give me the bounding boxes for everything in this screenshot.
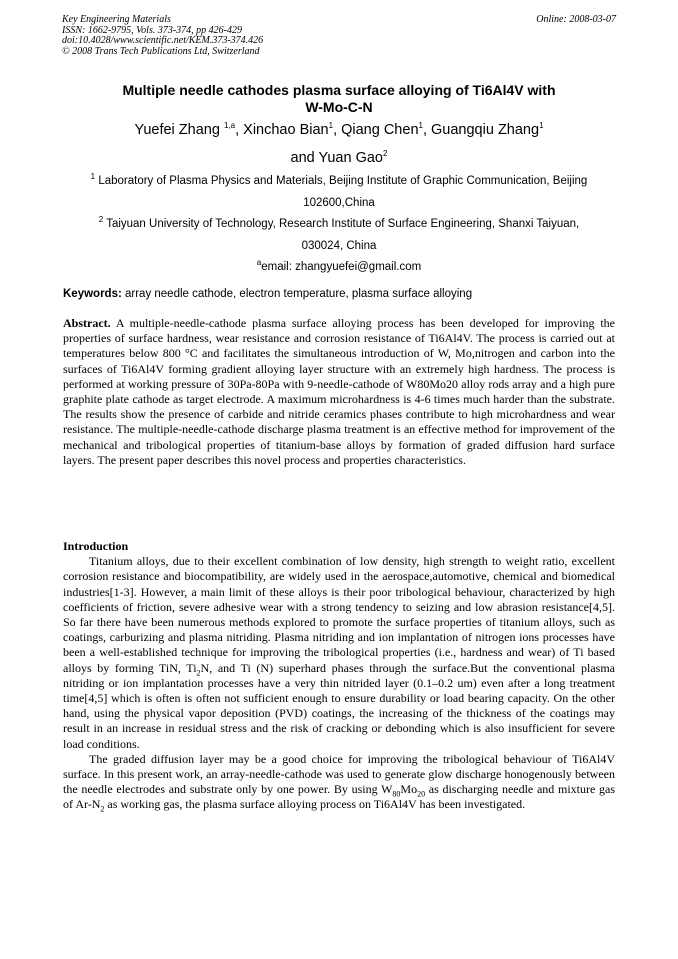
- journal-header: [62, 15, 263, 57]
- keywords-text: array needle cathode, electron temperature, plasma surface alloying: [121, 288, 473, 300]
- paragraph-text: as working gas, the plasma surface alloying process on Ti6Al4V has been investigated.: [104, 797, 526, 812]
- introduction-paragraph-2: [63, 752, 615, 813]
- author-name: Yuefei Zhang: [134, 122, 224, 138]
- affiliation-text: Laboratory of Plasma Physics and Materials, Beijing Institute of Graphic Communication, Beijing: [95, 175, 588, 187]
- author-affil-mark: 1,a: [223, 121, 236, 131]
- author-name: , Qiang Chen: [333, 122, 419, 138]
- subscript: 2: [196, 668, 201, 678]
- keywords: [63, 287, 615, 302]
- affiliation-2: [60, 214, 618, 257]
- journal-name: Key Engineering Materials: [62, 14, 171, 25]
- author-line-2: [60, 144, 618, 172]
- author-affil-mark: 2: [383, 149, 388, 159]
- paragraph-text: Titanium alloys, due to their excellent combination of low density, high strength to weight ratio, excellent corrosion resistance and biocompatibility, are widely used in the aerospace,automotive, chemical and biomedical industries[1-3]. However, a main limit of these alloys is their poor tribological behaviour, characterized by high coefficients of friction, severe adhesive wear with a strong tendency to seizing and low abrasion resistance[4,5]. So far there have been numerous methods explored to promote the surface properties of titanium alloys, such as coatings, carburizing and plasma nitriding. Plasma nitriding and ion implantation of nitrogen ions processes have been a well-established technique for improving the tribological properties (i.e., hardness and wear) of Ti based alloys by forming TiN, Ti: [63, 554, 615, 675]
- email-address[interactable]: email: zhangyuefei@gmail.com: [261, 261, 422, 273]
- paragraph-text: N, and Ti (N) superhard phases through the surface.But the conventional plasma nitriding or ion implantation processes have a very thin nitrided layer (0.1–0.2 um) even after a long treatment time[4,5] which is often is often not sufficient enough to ensure durability or load bearing capacity. On the other hand, using the physical vapor deposition (PVD) coatings, the increasing of the thickness of the coatings may result in an increase in residual stress and the risk of cracking or debonding which is also insufficient for severe load conditions.: [63, 660, 615, 751]
- abstract: [63, 316, 615, 468]
- paragraph-text: as discharging needle and mixture gas of Ar-N: [63, 782, 615, 812]
- affiliation-2-line-2: 030024, China: [301, 239, 377, 252]
- affiliation-1-line-2: 102600,China: [303, 196, 375, 209]
- introduction-heading: Introduction: [63, 539, 129, 553]
- author-line-1: [60, 116, 618, 144]
- affiliation-mark: 2: [98, 215, 104, 225]
- email-line: [60, 257, 618, 279]
- author-name: , Xinchao Bian: [235, 122, 329, 138]
- issn-line: ISSN: 1662-9795, Vols. 373-374, pp 426-429: [62, 24, 242, 36]
- author-name: and Yuan Gao: [290, 150, 383, 166]
- author-affil-mark: 1: [328, 121, 334, 131]
- email-mark: a: [256, 258, 262, 268]
- title-line-1: Multiple needle cathodes plasma surface alloying of Ti6Al4V with: [122, 82, 556, 98]
- subscript: 80: [392, 789, 401, 799]
- paper-title: [70, 82, 608, 116]
- author-name: , Guangqiu Zhang: [422, 122, 540, 138]
- author-affil-mark: 1: [539, 121, 544, 131]
- abstract-label: Abstract.: [63, 316, 111, 330]
- author-affil-mark: 1: [418, 121, 423, 131]
- subscript: 20: [417, 789, 426, 799]
- abstract-paragraph: [63, 316, 615, 468]
- affiliation-mark: 1: [90, 172, 96, 182]
- introduction-section: [63, 539, 615, 813]
- author-list: [60, 116, 618, 172]
- affiliation-1: [60, 171, 618, 214]
- paragraph-text: Mo: [400, 782, 418, 797]
- keywords-label: Keywords:: [63, 288, 122, 300]
- paragraph-text: The graded diffusion layer may be a good choice for improving the tribological behaviour of Ti6Al4V surface. In this present work, an array-needle-cathode was used to generate glow discharge honogenously between the needle electrodes and substrate only by one power. By using W: [63, 751, 615, 797]
- title-line-2: W-Mo-C-N: [305, 99, 373, 115]
- abstract-text: A multiple-needle-cathode plasma surface alloying process has been developed for improving the properties of surface hardness, wear resistance and corrosion resistance of Ti6Al4V. The process is carried out at temperatures below 800 °C and facilitates the simultaneous introduction of W, Mo,nitrogen and carbon into the surfaces of Ti6Al4V forming gradient alloying layer structure with an extremely high hardness. The process is performed at working pressure of 30Pa-80Pa with 9-needle-cathode of W80Mo20 alloy rods array and a high pure graphite plate cathode as target electrode. A maximum microhardness is 4-6 times much harder than the substrate. The results show the presence of carbide and nitride ceramics phases contribute to high microhardness and wear resistance. The multiple-needle-cathode discharge plasma treatment is an effective method for improvement of the mechanical and tribological properties of titanium-base alloys by formation of graded diffusion hard surface layers. The present paper describes this novel process and properties characteristics.: [63, 316, 615, 467]
- affiliation-1-line-1: [60, 171, 618, 193]
- affiliation-2-line-1: [60, 214, 618, 236]
- copyright-line: © 2008 Trans Tech Publications Ltd, Switzerland: [62, 45, 260, 57]
- online-date: Online: 2008-03-07: [536, 14, 616, 25]
- doi-line[interactable]: doi:10.4028/www.scientific.net/KEM.373-374.426: [62, 35, 264, 46]
- subscript: 2: [100, 804, 105, 814]
- introduction-paragraph-1: [63, 554, 615, 752]
- affiliation-text: Taiyuan University of Technology, Research Institute of Surface Engineering, Shanxi Taiyuan,: [103, 218, 580, 230]
